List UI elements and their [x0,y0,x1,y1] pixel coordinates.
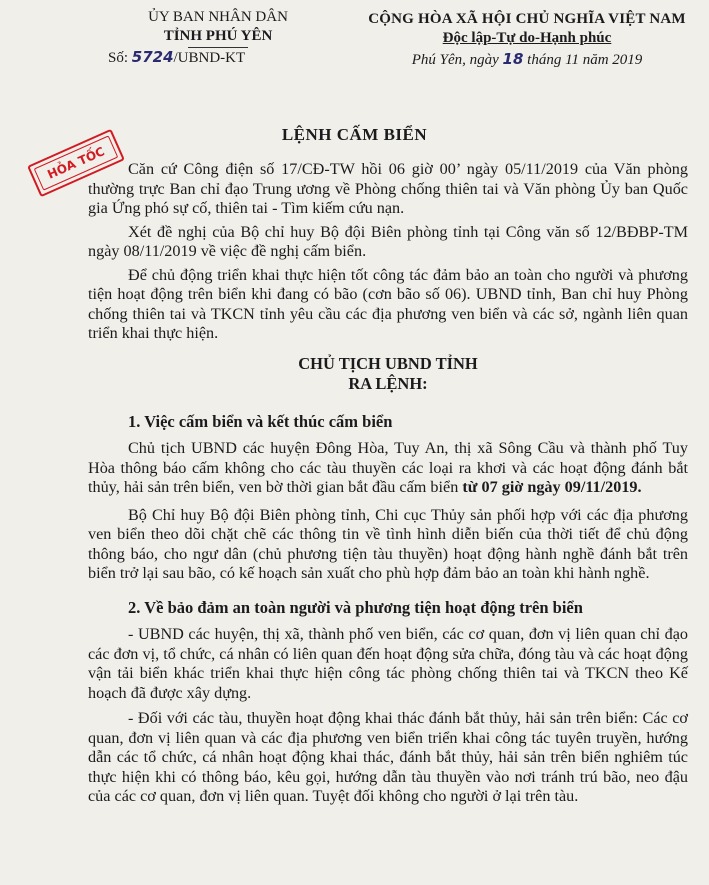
document-number [108,48,328,68]
section-1-paragraph-1 [88,439,688,498]
issue-date [352,50,702,70]
document-title: LỆNH CẤM BIỂN [281,125,428,144]
number-prefix: Số: [108,50,129,66]
chairman-heading: CHỦ TỊCH UBND TỈNH [298,353,478,373]
country-name: CỘNG HÒA XÃ HỘI CHỦ NGHĨA VIỆT NAM [368,11,686,27]
section-2-paragraph-2: - Đối với các tàu, thuyền hoạt động khai thác đánh bắt thủy, hải sản trên biển: Các cơ quan, đơn vị liên quan và các địa phương ven biển triển khai công tác tuyên truyền, hướng dẫn các tổ chức, cá nhân hoạt động khai thác, đánh bắt thủy, hải sản trên biển nghiêm túc thực hiện khi có thông báo, kêu gọi, hướng dẫn tàu thuyền vào nơi tránh trú bão, neo đậu của các cơ quan, đơn vị liên quan. Tuyệt đối không cho người ở lại trên tàu. [88,709,688,805]
section-2-paragraph-1: - UBND các huyện, thị xã, thành phố ven biển, các cơ quan, đơn vị liên quan chỉ đạo các đơn vị, tổ chức, cá nhân có liên quan đến hoạt động sửa chữa, đóng tàu và các hoạt động vận tải biển khác triển khai thực hiện công tác phòng chống thiên tai và TKCN theo Kế hoạch đã được xây dựng. [88,625,688,702]
paragraph-proposal: Xét đề nghị của Bộ chỉ huy Bộ đội Biên phòng tỉnh tại Công văn số 12/BĐBP-TM ngày 08/11/2019 về việc đề nghị cấm biển. [88,222,688,260]
section-1-paragraph-2: Bộ Chỉ huy Bộ đội Biên phòng tỉnh, Chi cục Thủy sản phối hợp với các địa phương ven biển theo dõi chặt chẽ các thông tin về tình hình diễn biến của thời tiết để chủ động thông báo, cho ngư dân (chủ phương tiện tàu thuyền) hoạt động hành nghề đánh bắt trên biển trở lại sau bão, có kế hoạch sản xuất cho phù hợp đảm bảo an toàn khi hành nghề. [88,505,688,582]
paragraph-legal-basis: Căn cứ Công điện số 17/CĐ-TW hồi 06 giờ 00’ ngày 05/11/2019 của Văn phòng thường trực Ban chỉ đạo Trung ương về Phòng chống thiên tai và Văn phòng Ủy ban Quốc gia Ứng phó sự cố, thiên tai - Tìm kiếm cứu nạn. [88,160,688,217]
handwritten-number: 5724 [131,48,174,66]
handwritten-day: 18 [502,50,524,68]
ban-start-time: từ 07 giờ ngày 09/11/2019. [462,478,642,496]
national-motto: Độc lập-Tự do-Hạnh phúc [442,30,612,46]
urgent-stamp: HỎA TỐC [27,129,125,197]
agency-name: ỦY BAN NHÂN DÂN [148,9,288,25]
date-rest: tháng 11 năm 2019 [527,52,643,68]
issuing-agency-block [108,8,328,68]
paragraph-purpose: Để chủ động triển khai thực hiện tốt công tác đảm bảo an toàn cho người và phương tiện hoạt động trên biển khi đang có bão (cơn bão số 06). UBND tỉnh, Ban chỉ huy Phòng chống thiên tai và TKCN tỉnh yêu cầu các địa phương ven biển và các sở, ngành liên quan triển khai thực hiện. [88,265,688,342]
document-body [88,160,688,811]
section-2-heading: 2. Về bảo đảm an toàn người và phương tiện hoạt động trên biển [128,597,583,617]
section-1-heading: 1. Việc cấm biển và kết thúc cấm biển [128,411,393,431]
number-suffix: /UBND-KT [173,50,246,66]
order-heading: RA LỆNH: [348,373,428,393]
date-prefix: Phú Yên, ngày [411,52,499,68]
section-1-text: Chủ tịch UBND các huyện Đông Hòa, Tuy An, thị xã Sông Cầu và thành phố Tuy Hòa thông báo cấm không cho các tàu thuyền các loại ra khơi và các hoạt động đánh bắt thủy, hải sản trên biển, ven bờ thời gian bắt đầu cấm biển [88,439,688,496]
national-header-block [352,10,702,70]
province-name: TỈNH PHÚ YÊN [163,28,273,44]
